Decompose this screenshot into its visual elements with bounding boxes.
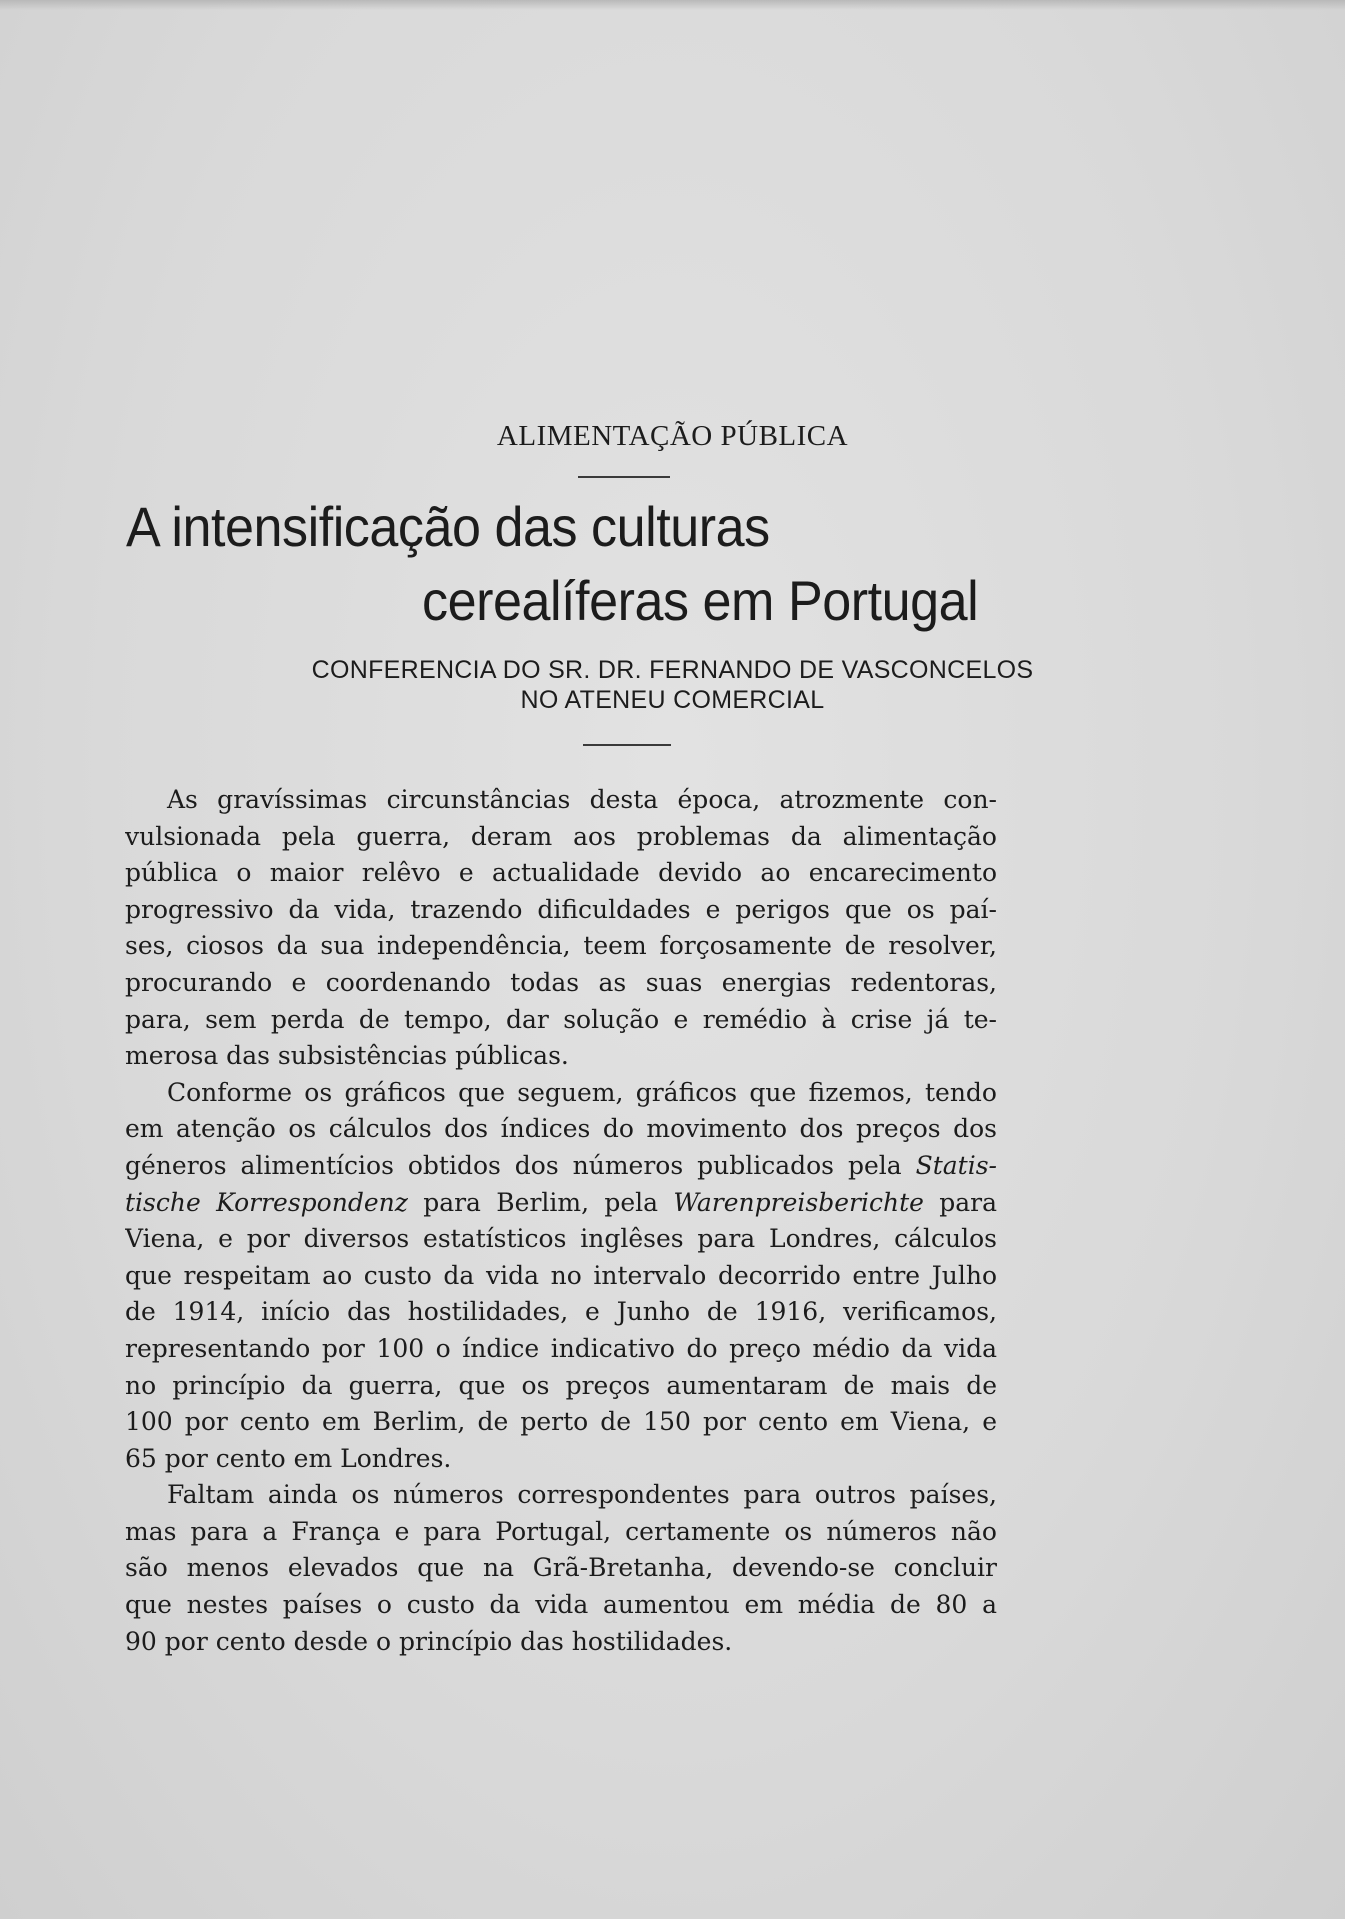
headline-line-1: A intensificação das culturas (126, 495, 770, 558)
text-line: de 1914, início das hostilidades, e Junho de 1916, verificamos, (125, 1297, 997, 1327)
italic-title: Statis- (915, 1150, 997, 1180)
text-line: que respeitam ao custo da vida no intervalo decorrido entre Julho (125, 1260, 997, 1290)
title-divider (578, 476, 670, 478)
byline-line-1: CONFERENCIA DO SR. DR. FERNANDO DE VASCONCELOS (311, 656, 1034, 684)
article-body (125, 782, 997, 1660)
text-line: Faltam ainda os números correspondentes para outros países, (167, 1480, 997, 1510)
text-line: merosa das subsistências públicas. (125, 1041, 569, 1071)
section-title: ALIMENTAÇÃO PÚBLICA (496, 420, 849, 452)
text-line: em atenção os cálculos dos índices do movimento dos preços dos (125, 1114, 997, 1144)
paragraph-2 (125, 1075, 997, 1478)
paragraph-3 (125, 1477, 997, 1660)
page-edge-shadow (0, 0, 1345, 10)
text-line: Viena, e por diversos estatísticos inglêses para Londres, cálculos (125, 1224, 997, 1254)
headline-line-2: cerealíferas em Portugal (422, 569, 979, 632)
text-line: pública o maior relêvo e actualidade devido ao encarecimento (125, 858, 997, 888)
text-line: 65 por cento em Londres. (125, 1443, 452, 1473)
text-run: para Berlim, pela (407, 1187, 674, 1217)
text-line: representando por 100 o índice indicativo do preço médio da vida (125, 1333, 997, 1363)
italic-title: Warenpreisberichte (673, 1187, 924, 1217)
text-line (125, 1185, 997, 1222)
byline-line-2: NO ATENEU COMERCIAL (520, 686, 825, 714)
text-run: géneros alimentícios obtidos dos números publicados pela (125, 1150, 916, 1180)
text-line: para, sem perda de tempo, dar solução e remédio à crise já te- (125, 1004, 997, 1034)
text-line: são menos elevados que na Grã-Bretanha, devendo-se concluir (125, 1553, 997, 1583)
text-line: Conforme os gráficos que seguem, gráficos que fizemos, tendo (167, 1077, 997, 1107)
paragraph-1 (125, 782, 997, 1075)
text-line: que nestes países o custo da vida aumentou em média de 80 a (125, 1590, 997, 1620)
text-run: para (923, 1187, 997, 1217)
text-line: vulsionada pela guerra, deram aos problemas da alimentação (125, 821, 997, 851)
text-line: ses, ciosos da sua independência, teem forçosamente de resolver, (125, 931, 997, 961)
text-line: 100 por cento em Berlim, de perto de 150 por cento em Viena, e (125, 1407, 997, 1437)
text-line: progressivo da vida, trazendo dificuldades e perigos que os paí- (125, 894, 997, 924)
text-line: As gravíssimas circunstâncias desta época, atrozmente con- (167, 785, 997, 814)
text-line: 90 por cento desde o princípio das hostilidades. (125, 1626, 733, 1656)
text-line: no princípio da guerra, que os preços aumentaram de mais de (125, 1370, 997, 1400)
text-line (125, 1148, 997, 1185)
italic-title: tische Korrespondenz (125, 1187, 408, 1217)
byline-divider (583, 744, 671, 746)
text-line: mas para a França e para Portugal, certamente os números não (125, 1516, 997, 1546)
text-line: procurando e coordenando todas as suas energias redentoras, (125, 967, 997, 997)
